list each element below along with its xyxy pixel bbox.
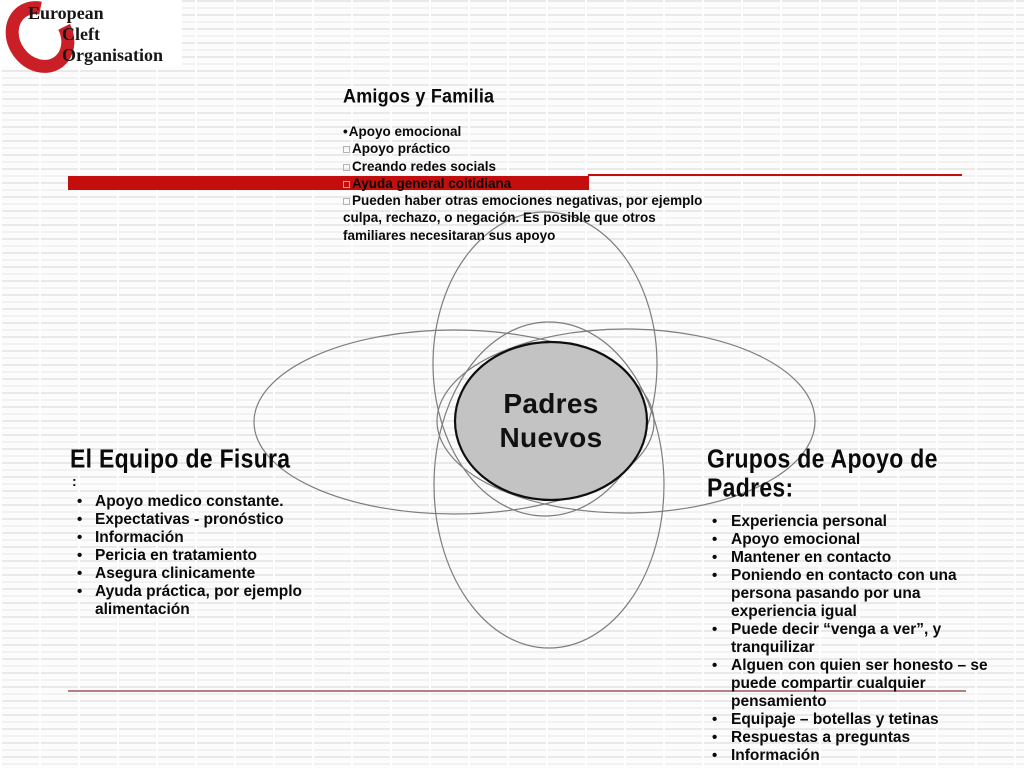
list-item bbox=[707, 621, 992, 657]
list-item-text: Apoyo medico constante. bbox=[95, 493, 284, 510]
list-item-text: Información bbox=[95, 529, 184, 546]
dot-bullet-icon: • bbox=[77, 493, 83, 510]
dot-bullet-icon: • bbox=[712, 621, 718, 638]
list-item-text: Poniendo en contacto con una persona pasando por una experiencia igual bbox=[731, 567, 957, 620]
center-label-line2: Nuevos bbox=[499, 422, 603, 453]
logo-wordmark bbox=[28, 3, 163, 66]
list-item bbox=[707, 531, 992, 549]
dot-bullet-icon: • bbox=[712, 711, 718, 728]
list-item-highlighted bbox=[343, 175, 721, 192]
list-item-text: Puede decir “venga a ver”, y tranquilizar bbox=[731, 621, 942, 656]
logo-line: European bbox=[28, 3, 104, 23]
square-bullet-icon bbox=[343, 146, 350, 153]
grupos-title: Grupos de Apoyo de Padres: bbox=[707, 444, 938, 503]
dot-bullet-icon: • bbox=[712, 549, 718, 566]
dot-bullet-icon: • bbox=[343, 124, 348, 139]
list-item-text: Ayuda práctica, por ejemplo alimentación bbox=[95, 583, 303, 618]
list-item bbox=[70, 547, 315, 565]
list-item-text: Ayuda general coitidiana bbox=[352, 175, 512, 191]
square-bullet-icon bbox=[343, 198, 350, 205]
list-item-text: Información bbox=[731, 747, 820, 764]
list-item bbox=[707, 657, 992, 711]
square-bullet-icon bbox=[343, 181, 350, 188]
list-item bbox=[707, 549, 992, 567]
logo-line: Organisation bbox=[62, 45, 164, 65]
center-label-line1: Padres bbox=[503, 388, 599, 419]
dot-bullet-icon: • bbox=[77, 529, 83, 546]
dot-bullet-icon: • bbox=[77, 547, 83, 564]
list-item bbox=[343, 123, 721, 140]
dot-bullet-icon: • bbox=[712, 729, 718, 746]
list-item bbox=[343, 158, 721, 175]
amigos-title: Amigos y Familia bbox=[343, 85, 495, 108]
list-item bbox=[343, 192, 721, 244]
list-item-text: Equipaje – botellas y tetinas bbox=[731, 711, 939, 728]
grupos-apoyo-block bbox=[707, 444, 992, 765]
list-item-text: Mantener en contacto bbox=[731, 549, 892, 566]
list-item-text: Apoyo emocional bbox=[348, 124, 462, 139]
dot-bullet-icon: • bbox=[77, 565, 83, 582]
list-item-text: Alguen con quien ser honesto – se puede compartir cualquier pensamiento bbox=[731, 657, 988, 710]
equipo-subtitle: : bbox=[72, 473, 77, 489]
dot-bullet-icon: • bbox=[712, 513, 718, 530]
dot-bullet-icon: • bbox=[77, 511, 83, 528]
list-item bbox=[707, 513, 992, 531]
dot-bullet-icon: • bbox=[712, 657, 718, 674]
amigos-familia-block bbox=[343, 84, 723, 244]
equipo-fisura-block bbox=[70, 444, 315, 619]
list-item-text: Apoyo práctico bbox=[352, 141, 451, 157]
dot-bullet-icon: • bbox=[712, 747, 718, 764]
list-item bbox=[343, 140, 721, 157]
list-item bbox=[70, 493, 315, 511]
list-item bbox=[707, 747, 992, 765]
list-item-text: Pueden haber otras emociones negativas, por ejemplo culpa, rechazo, o negación. Es posible que otros familiares necesitaran sus apoyo bbox=[343, 193, 703, 243]
list-item-text: Asegura clinicamente bbox=[95, 565, 256, 582]
amigos-list bbox=[343, 123, 721, 244]
list-item-text: Experiencia personal bbox=[731, 513, 887, 530]
square-bullet-icon bbox=[343, 164, 350, 171]
dot-bullet-icon: • bbox=[712, 567, 718, 584]
equipo-title: El Equipo de Fisura bbox=[70, 444, 291, 474]
list-item-text: Apoyo emocional bbox=[731, 531, 861, 548]
dot-bullet-icon: • bbox=[77, 583, 83, 600]
list-item-text: Pericia en tratamiento bbox=[95, 547, 257, 564]
center-circle-label bbox=[451, 387, 651, 455]
list-item bbox=[70, 529, 315, 547]
list-item-text: Expectativas - pronóstico bbox=[95, 511, 284, 528]
list-item bbox=[70, 511, 315, 529]
dot-bullet-icon: • bbox=[712, 531, 718, 548]
logo-line: Cleft bbox=[62, 24, 100, 44]
list-item-text: Respuestas a preguntas bbox=[731, 729, 911, 746]
logo-box bbox=[0, 0, 182, 66]
list-item bbox=[707, 711, 992, 729]
list-item bbox=[707, 729, 992, 747]
equipo-list bbox=[70, 493, 315, 619]
list-item bbox=[70, 583, 315, 619]
list-item bbox=[70, 565, 315, 583]
grupos-list bbox=[707, 513, 992, 765]
list-item bbox=[707, 567, 992, 621]
list-item-text: Creando redes socials bbox=[352, 158, 497, 174]
